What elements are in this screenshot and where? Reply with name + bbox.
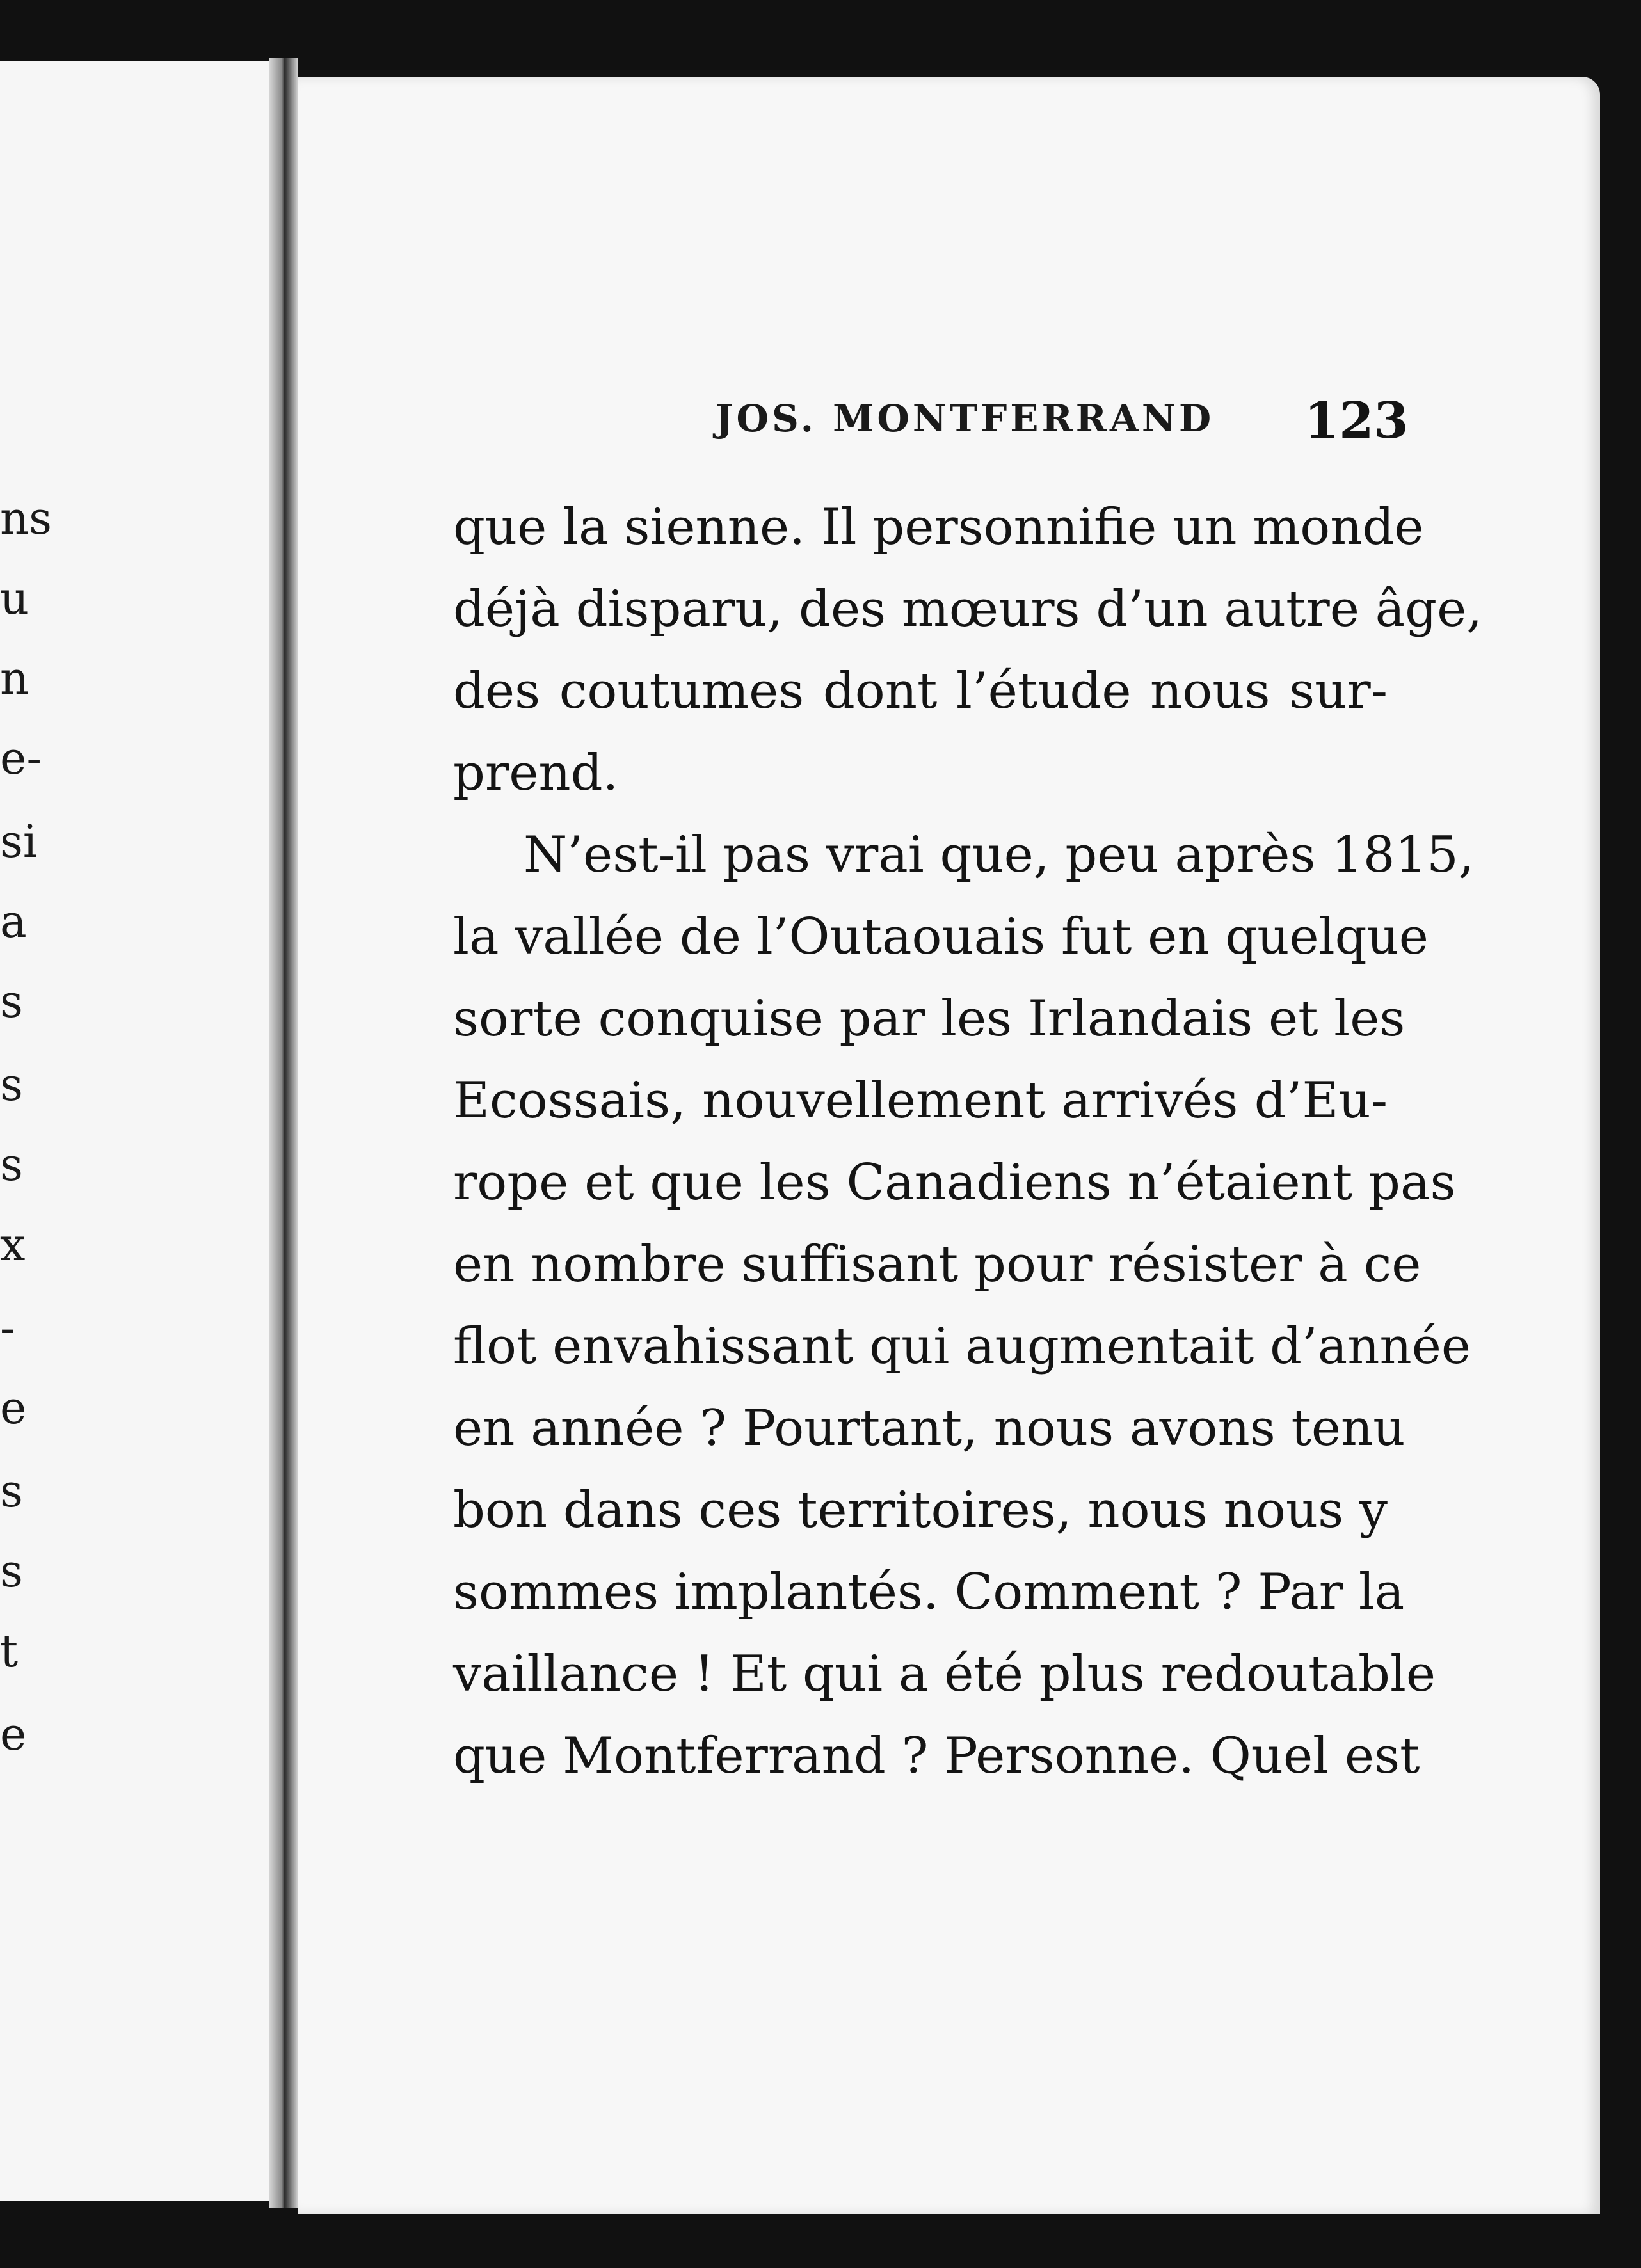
body-text: [453, 486, 1483, 1797]
paragraph-1: [453, 486, 1483, 814]
previous-page-edge: [0, 61, 269, 2201]
left-page-fragment: s: [0, 975, 23, 1028]
text-line: déjà disparu, des mœurs d’un autre âge,: [453, 580, 1483, 638]
text-line: N’est-il pas vrai que, peu après 1815,: [524, 826, 1475, 884]
left-page-fragment: ns: [0, 492, 52, 545]
left-page-fragment: s: [0, 1058, 23, 1111]
text-line: en nombre suffisant pour résister à ce: [453, 1236, 1421, 1293]
text-line: sommes implantés. Comment ? Par la: [453, 1563, 1405, 1621]
text-line: vaillance ! Et qui a été plus redoutable: [453, 1645, 1436, 1703]
left-page-fragment: e: [0, 1708, 27, 1761]
text-line: en année ? Pourtant, nous avons tenu: [453, 1400, 1405, 1457]
text-line: prend.: [453, 744, 619, 802]
left-page-fragment: t: [0, 1625, 19, 1677]
page-number: 123: [1304, 392, 1409, 450]
text-line: la vallée de l’Outaouais fut en quelque: [453, 908, 1429, 966]
book-gutter: [269, 58, 298, 2208]
left-page-fragment: e: [0, 1382, 27, 1434]
left-page-fragment: s: [0, 1545, 23, 1597]
left-page-fragment: a: [0, 895, 27, 948]
text-line: Ecossais, nouvellement arrivés d’Eu-: [453, 1072, 1388, 1130]
text-line: bon dans ces territoires, nous nous y: [453, 1481, 1388, 1539]
left-page-fragment: e-: [0, 732, 42, 785]
text-line: que Montferrand ? Personne. Quel est: [453, 1727, 1420, 1785]
paragraph-2: [453, 814, 1475, 1797]
text-line: flot envahissant qui augmentait d’année: [453, 1318, 1471, 1375]
left-page-fragment: s: [0, 1465, 23, 1517]
left-page-fragment: x: [0, 1218, 26, 1271]
text-line: des coutumes dont l’étude nous sur-: [453, 662, 1388, 720]
left-page-fragment: -: [0, 1302, 15, 1354]
left-page-fragment: n: [0, 652, 29, 705]
left-page-fragment: s: [0, 1138, 23, 1191]
left-page-fragment: si: [0, 815, 38, 868]
running-head: JOS. MONTFERRAND: [716, 397, 1215, 440]
text-line: que la sienne. Il personnifie un monde: [453, 499, 1424, 556]
text-line: rope et que les Canadiens n’étaient pas: [453, 1154, 1456, 1211]
left-page-fragment: u: [0, 572, 29, 625]
text-line: sorte conquise par les Irlandais et les: [453, 990, 1405, 1048]
